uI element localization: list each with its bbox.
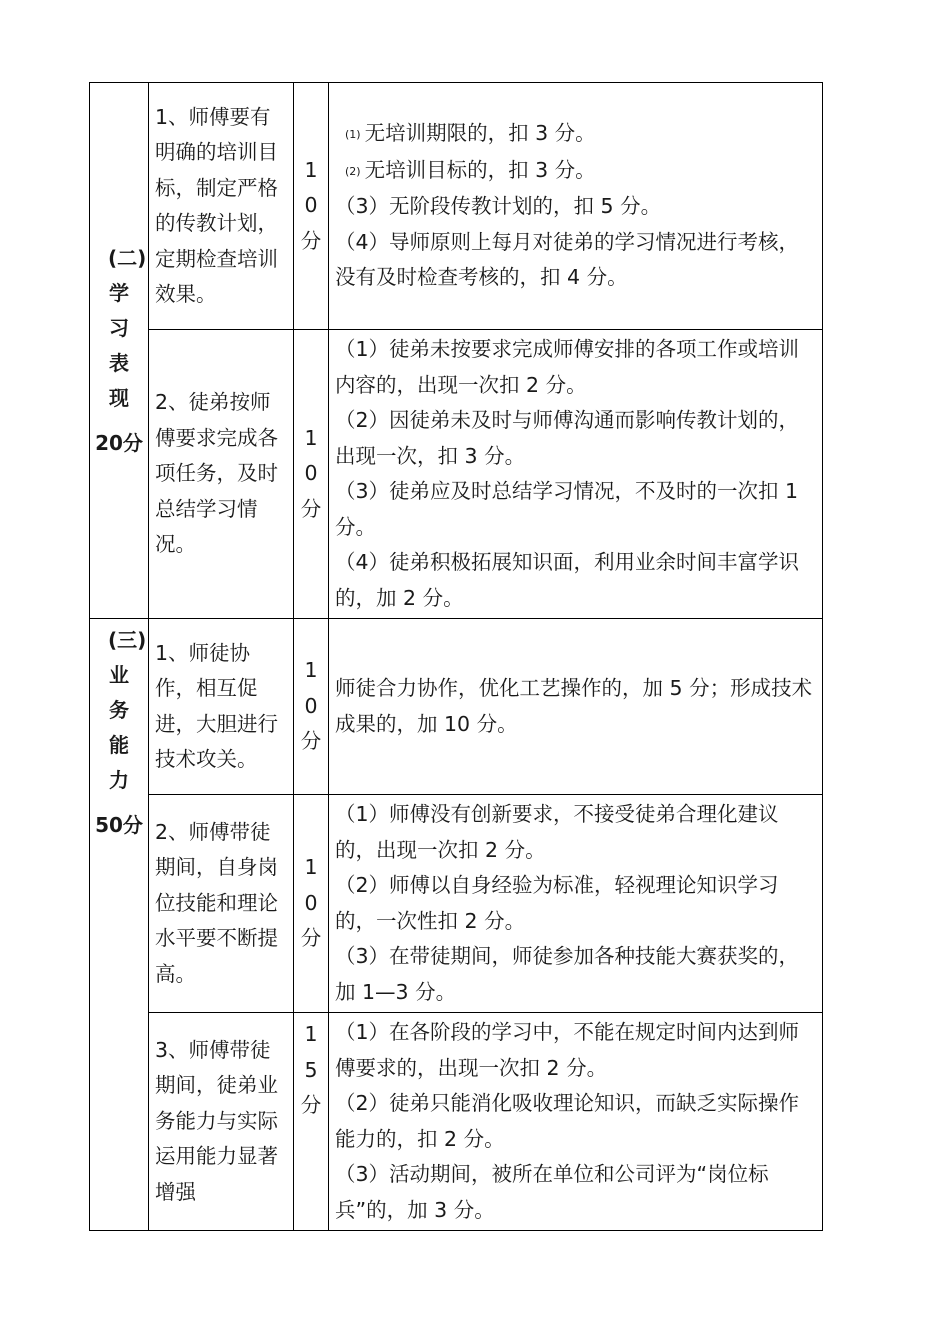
points-cell xyxy=(294,1013,329,1231)
category-score: 20分 xyxy=(95,430,143,455)
detail-line: (1) 无培训期限的，扣 3 分。 xyxy=(345,121,596,146)
points-value: 10分 xyxy=(300,658,322,754)
details-cell xyxy=(329,795,823,1013)
points-cell xyxy=(294,619,329,795)
detail-line: （4）导师原则上每月对徒弟的学习情况进行考核，没有及时检查考核的，扣 4 分。 xyxy=(335,229,800,290)
table-row xyxy=(90,795,823,1013)
criterion-cell: 3、师傅带徒期间，徒弟业务能力与实际运用能力显著增强 xyxy=(149,1013,294,1231)
detail-line: （1）在各阶段的学习中，不能在规定时间内达到师傅要求的，出现一次扣 2 分。 xyxy=(335,1020,800,1080)
points-value: 10分 xyxy=(300,157,322,253)
category-score: 50分 xyxy=(95,813,143,837)
detail-line: （1）师傅没有创新要求，不接受徒弟合理化建议的，出现一次扣 2 分。 xyxy=(335,802,779,862)
criterion-cell: 1、师傅要有明确的培训目标，制定严格的传教计划，定期检查培训效果。 xyxy=(149,83,294,330)
details-cell xyxy=(329,1013,823,1231)
table-row xyxy=(90,619,823,795)
points-cell xyxy=(294,83,329,330)
category-cell xyxy=(90,619,149,1231)
points-cell xyxy=(294,795,329,1013)
detail-line: （3）在带徒期间，师徒参加各种技能大赛获奖的，加 1—3 分。 xyxy=(335,944,800,1004)
detail-line: （1）徒弟未按要求完成师傅安排的各项工作或培训内容的，出现一次扣 2 分。 xyxy=(335,337,800,397)
item-marker: (1) xyxy=(345,128,361,142)
points-value: 10分 xyxy=(300,855,322,951)
points-cell xyxy=(294,330,329,619)
details-cell xyxy=(329,83,823,330)
criterion-cell: 1、师徒协作，相互促进，大胆进行技术攻关。 xyxy=(149,619,294,795)
details-cell xyxy=(329,330,823,619)
table-row xyxy=(90,330,823,619)
category-label: (三)业务能力 xyxy=(108,628,147,792)
table-row xyxy=(90,83,823,330)
points-value: 15分 xyxy=(300,1022,322,1117)
category-label: (二)学习表现 xyxy=(108,245,147,410)
criterion-cell: 2、师傅带徒期间，自身岗位技能和理论水平要不断提高。 xyxy=(149,795,294,1013)
scoring-table xyxy=(89,82,823,1231)
detail-line: （3）活动期间，被所在单位和公司评为“岗位标兵”的，加 3 分。 xyxy=(335,1162,769,1222)
detail-line: (2) 无培训目标的，扣 3 分。 xyxy=(345,157,596,182)
item-marker: (2) xyxy=(345,164,361,178)
detail-line: （2）因徒弟未及时与师傅沟通而影响传教计划的，出现一次，扣 3 分。 xyxy=(335,408,800,468)
detail-line: （3）无阶段传教计划的，扣 5 分。 xyxy=(335,194,662,219)
table-row xyxy=(90,1013,823,1231)
category-cell xyxy=(90,83,149,619)
points-value: 10分 xyxy=(300,425,322,521)
detail-line: （2）徒弟只能消化吸收理论知识，而缺乏实际操作能力的，扣 2 分。 xyxy=(335,1091,800,1151)
details-cell xyxy=(329,619,823,795)
criterion-cell: 2、徒弟按师傅要求完成各项任务，及时总结学习情况。 xyxy=(149,330,294,619)
detail-line: 师徒合力协作，优化工艺操作的，加 5 分；形成技术成果的，加 10 分。 xyxy=(335,676,813,736)
detail-line: （2）师傅以自身经验为标准，轻视理论知识学习的，一次性扣 2 分。 xyxy=(335,873,779,933)
detail-line: （4）徒弟积极拓展知识面，利用业余时间丰富学识的，加 2 分。 xyxy=(335,550,800,610)
detail-line: （3）徒弟应及时总结学习情况，不及时的一次扣 1 分。 xyxy=(335,479,799,539)
